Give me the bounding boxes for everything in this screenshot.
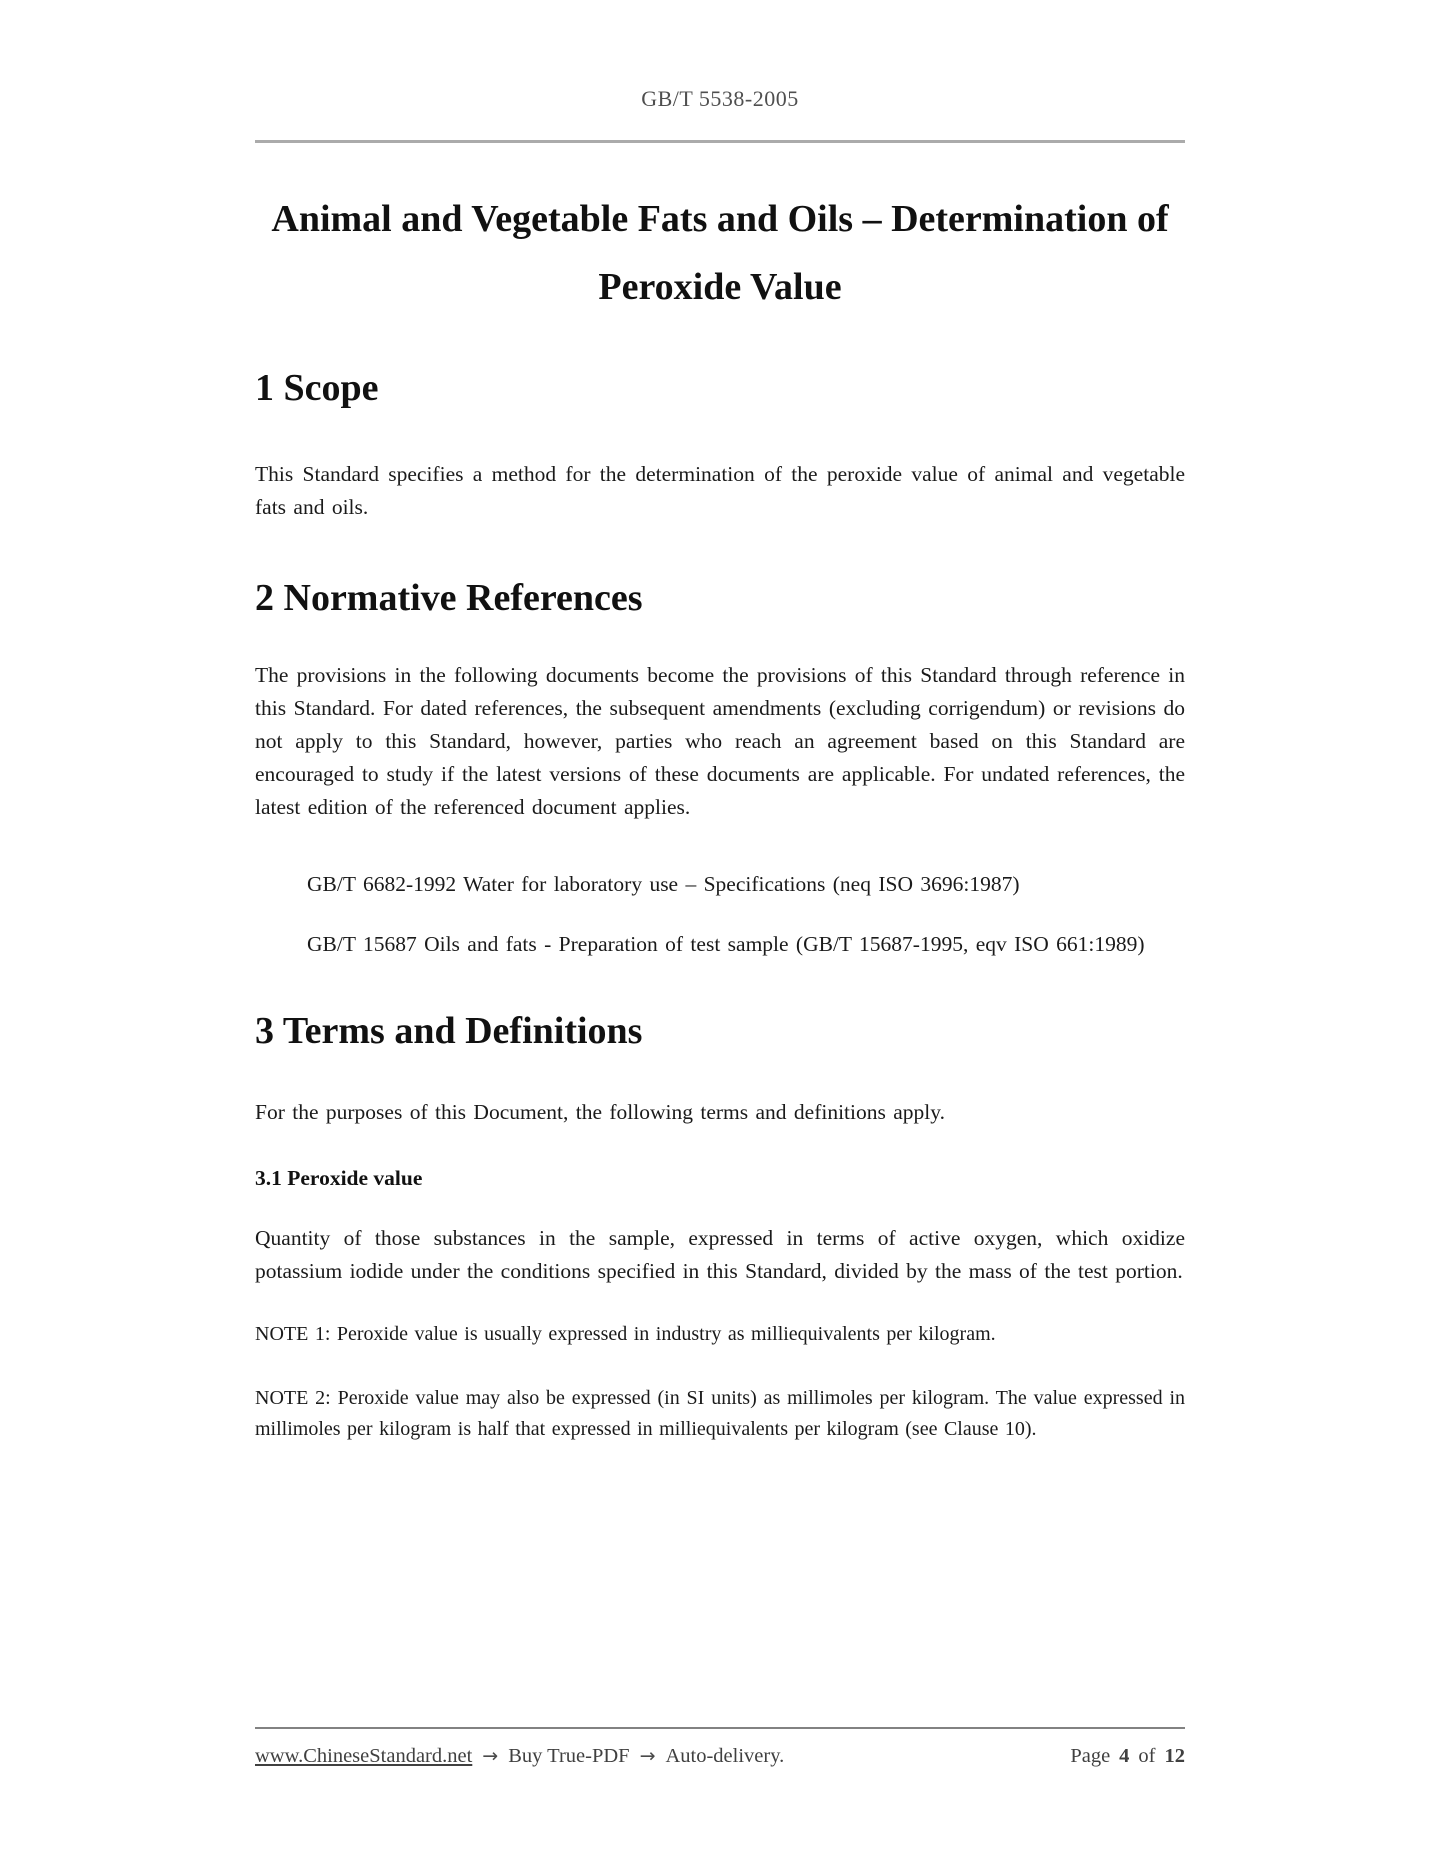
page-footer <box>255 1727 1185 1768</box>
footer-info <box>255 1745 784 1768</box>
normative-references-paragraph: The provisions in the following documents become the provisions of this Standard through reference in this Standard. For dated references, the subsequent amendments (excluding corrigendum) or revisions do not apply to this Standard, however, parties who reach an agreement based on this Standard are encouraged to study if the latest versions of these documents are applicable. For undated references, the latest edition of the referenced document applies. <box>255 663 1185 819</box>
terms-intro-paragraph: For the purposes of this Document, the following terms and definitions apply. <box>255 1100 945 1124</box>
website-link[interactable]: www.ChineseStandard.net <box>255 1745 473 1767</box>
section-heading-normative-references: 2 Normative References <box>255 577 643 619</box>
section-heading-terms-definitions: 3 Terms and Definitions <box>255 1010 643 1052</box>
arrow-icon: → <box>482 1745 499 1767</box>
auto-delivery-label: Auto-delivery. <box>665 1745 785 1767</box>
page-number <box>1070 1745 1185 1768</box>
header-divider <box>255 140 1185 143</box>
reference-item: GB/T 6682-1992 Water for laboratory use – Specifications (neq ISO 3696:1987) <box>307 872 1020 896</box>
buy-true-pdf-label: Buy True-PDF <box>508 1745 630 1767</box>
note-1-paragraph: NOTE 1: Peroxide value is usually expressed in industry as milliequivalents per kilogram. <box>255 1323 996 1345</box>
scope-paragraph: This Standard specifies a method for the determination of the peroxide value of animal and vegetable fats and oils. <box>255 462 1185 519</box>
standard-number-header: GB/T 5538-2005 <box>641 86 799 111</box>
of-label: of <box>1138 1745 1156 1767</box>
term-heading-peroxide-value: 3.1 Peroxide value <box>255 1166 423 1190</box>
document-title-line1: Animal and Vegetable Fats and Oils – Determination of <box>271 198 1169 240</box>
page-total: 12 <box>1164 1745 1185 1767</box>
page-current: 4 <box>1119 1745 1130 1767</box>
page-label: Page <box>1070 1745 1111 1767</box>
reference-item: GB/T 15687 Oils and fats - Preparation of test sample (GB/T 15687-1995, eqv ISO 661:1989) <box>307 932 1145 956</box>
peroxide-value-definition: Quantity of those substances in the sample, expressed in terms of active oxygen, which oxidize potassium iodide under the conditions specified in this Standard, divided by the mass of the test portion. <box>255 1226 1185 1283</box>
note-2-paragraph: NOTE 2: Peroxide value may also be expressed (in SI units) as millimoles per kilogram. The value expressed in millimoles per kilogram is half that expressed in milliequivalents per kilogram (see Clause 10). <box>255 1387 1185 1440</box>
section-heading-scope: 1 Scope <box>255 367 379 409</box>
document-page <box>255 0 1185 1445</box>
document-title <box>255 185 1185 321</box>
arrow-icon: → <box>639 1745 656 1767</box>
footer-divider <box>255 1727 1185 1729</box>
document-title-line2: Peroxide Value <box>598 266 842 308</box>
